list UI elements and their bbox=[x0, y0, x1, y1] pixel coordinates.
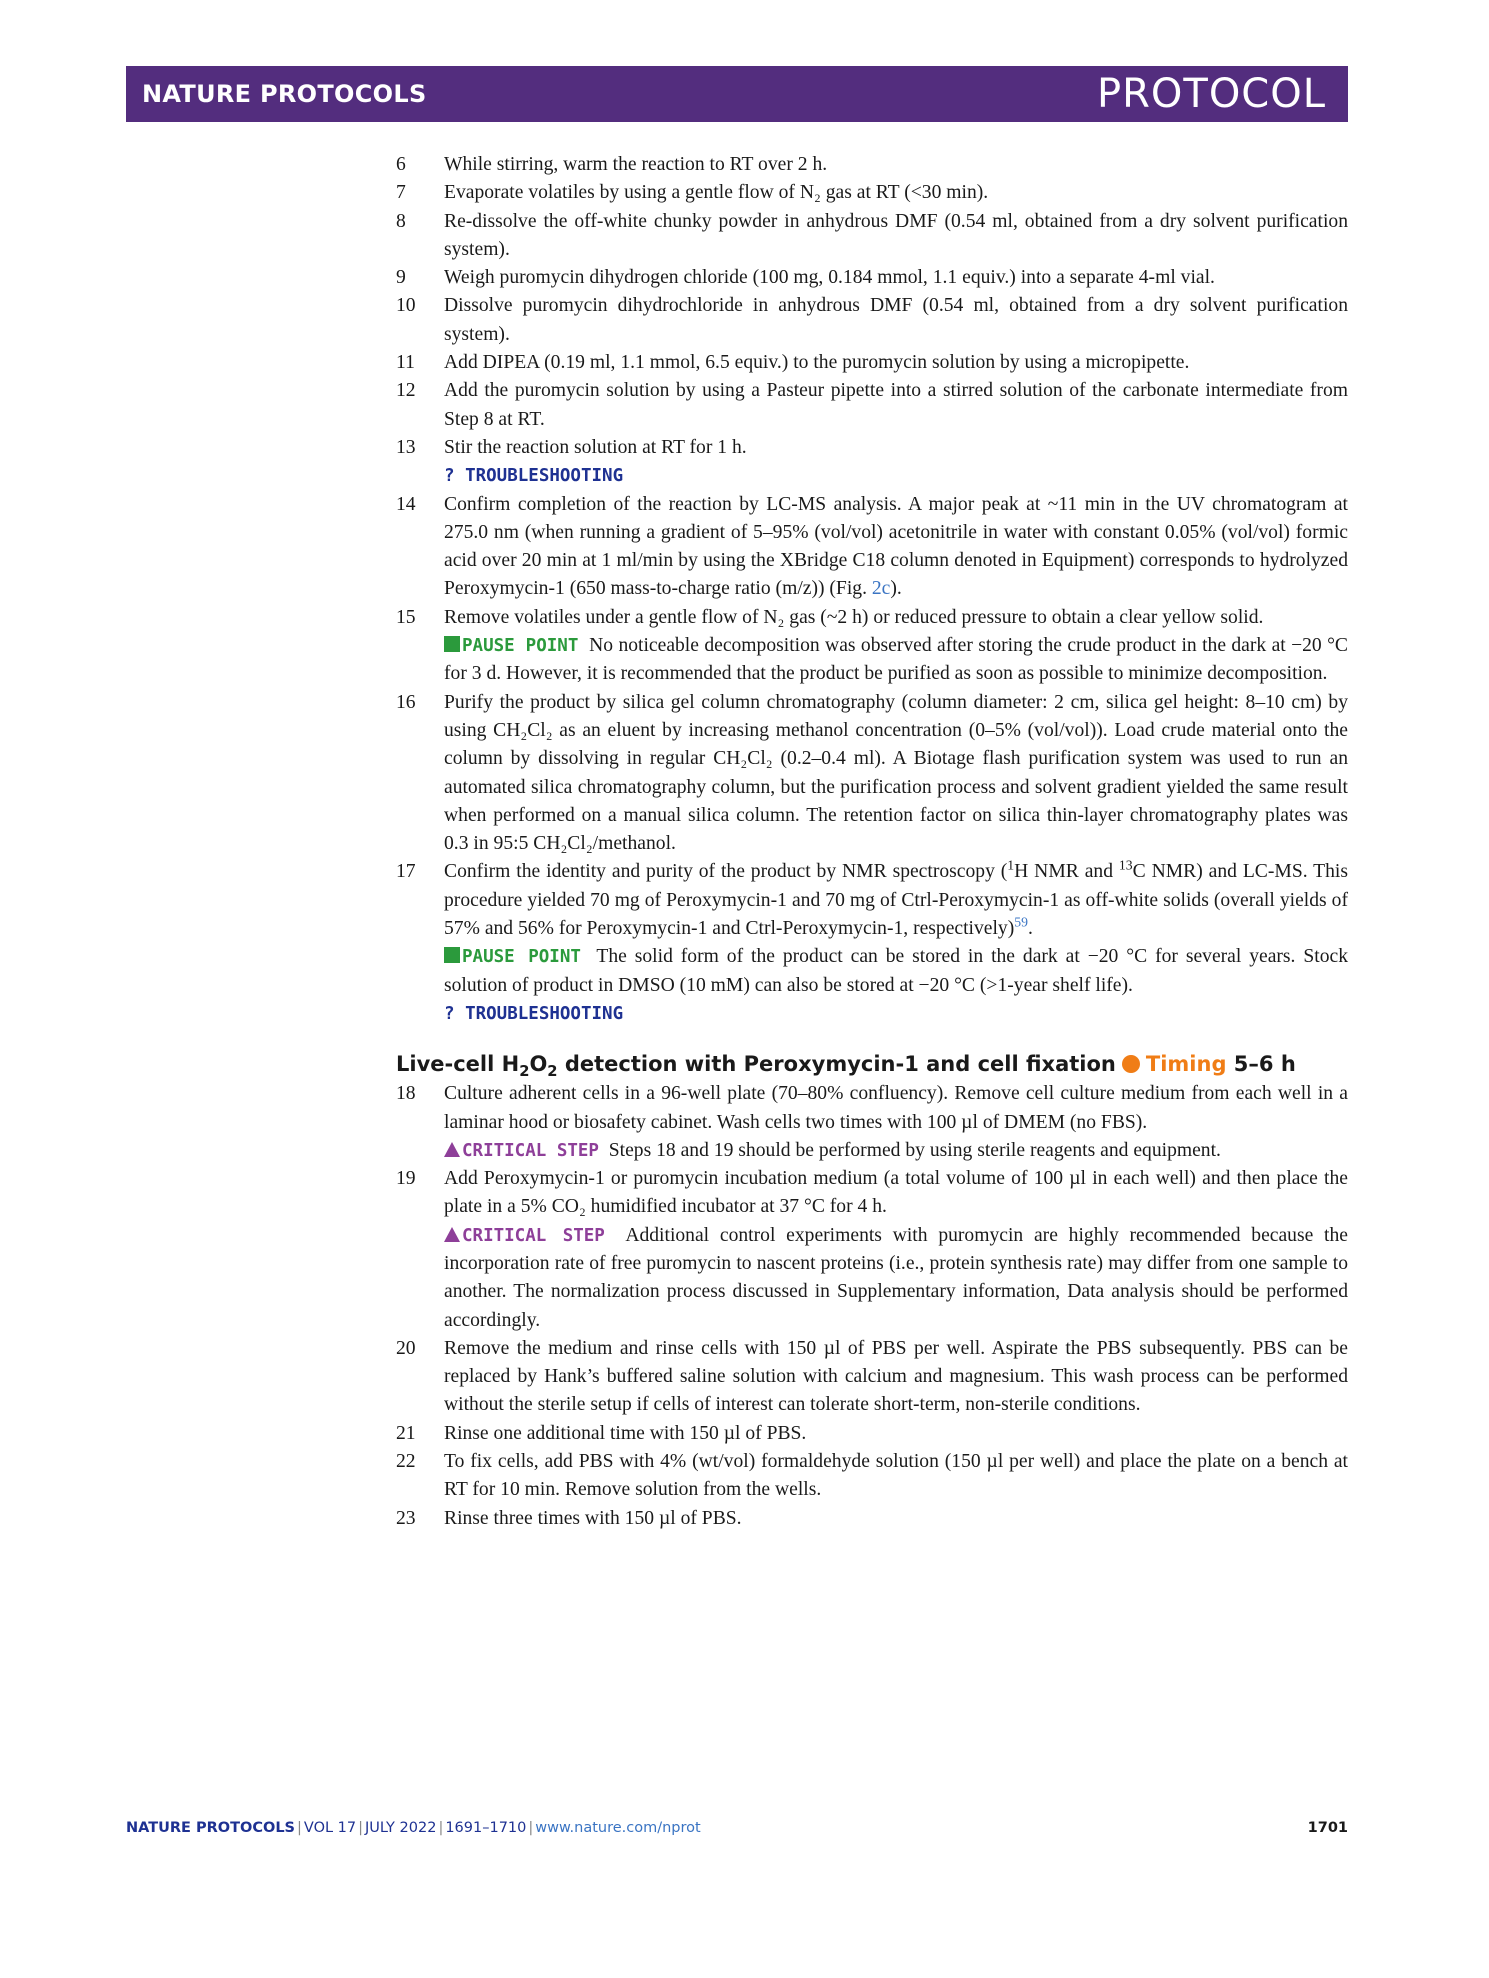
critical-step-note: CRITICAL STEP Additional control experiments with puromycin are highly recommended because the incorporation rate of free puromycin to nascent proteins (i.e., protein synthesis rate) may differ from one sample to another. The normalization process discussed in Supplementary information, Data analysis should be performed accordingly. bbox=[444, 1224, 1348, 1331]
step-14 bbox=[396, 491, 1348, 604]
step-6 bbox=[396, 151, 1348, 179]
step-7 bbox=[396, 179, 1348, 207]
step-17 bbox=[396, 858, 1348, 1028]
step-text: Culture adherent cells in a 96-well plate (70–80% confluency). Remove cell culture medium from each well in a laminar hood or biosafety cabinet. Wash cells two times with 100 µl of DMEM (no FBS). bbox=[444, 1083, 1348, 1133]
troubleshooting-link[interactable]: ? TROUBLESHOOTING bbox=[444, 466, 624, 487]
step-number: 17 bbox=[396, 861, 416, 883]
step-number: 12 bbox=[396, 380, 416, 402]
step-number: 8 bbox=[396, 210, 406, 232]
step-text: Rinse three times with 150 µl of PBS. bbox=[444, 1507, 742, 1529]
step-number: 10 bbox=[396, 295, 416, 317]
step-text: Remove the medium and rinse cells with 150 µl of PBS per well. Aspirate the PBS subsequently. PBS can be replaced by Hank’s buffered saline solution with calcium and magnesium. This wash process can be performed without the sterile setup if cells of interest can tolerate short-term, non-sterile conditions. bbox=[444, 1337, 1348, 1416]
step-text: Re-dissolve the off-white chunky powder in anhydrous DMF (0.54 ml, obtained from a dry solvent purification system). bbox=[444, 210, 1348, 260]
step-11 bbox=[396, 349, 1348, 377]
step-text: Add DIPEA (0.19 ml, 1.1 mmol, 6.5 equiv.) to the puromycin solution by using a micropipette. bbox=[444, 352, 1190, 374]
step-number: 22 bbox=[396, 1451, 416, 1473]
step-text: Confirm completion of the reaction by LC-MS analysis. A major peak at ~11 min in the UV chromatogram at 275.0 nm (when running a gradient of 5–95% (vol/vol) acetonitrile in water with constant 0.05% (vol/vol) formic acid over 20 min at 1 ml/min by using the XBridge C18 column denoted in Equipment) corresponds to hydrolyzed Peroxymycin-1 (650 mass-to-charge ratio (m/z)) (Fig. 2c). bbox=[444, 493, 1348, 600]
pause-point-label: PAUSE POINT bbox=[462, 947, 581, 968]
step-number: 13 bbox=[396, 436, 416, 458]
step-20 bbox=[396, 1335, 1348, 1420]
timing-value: 5–6 h bbox=[1233, 1052, 1296, 1077]
page-number: 1701 bbox=[1307, 1820, 1348, 1836]
pause-square-icon bbox=[444, 636, 460, 652]
step-text: Dissolve puromycin dihydrochloride in anhydrous DMF (0.54 ml, obtained from a dry solvent purification system). bbox=[444, 295, 1348, 345]
step-text: Add the puromycin solution by using a Pasteur pipette into a stirred solution of the carbonate intermediate from Step 8 at RT. bbox=[444, 380, 1348, 430]
step-number: 23 bbox=[396, 1507, 416, 1529]
step-number: 9 bbox=[396, 267, 406, 289]
timing-dot-icon bbox=[1122, 1055, 1140, 1073]
critical-step-label: CRITICAL STEP bbox=[462, 1225, 605, 1246]
step-text: Remove volatiles under a gentle flow of N₂ gas (~2 h) or reduced pressure to obtain a clear yellow solid. bbox=[444, 606, 1264, 628]
step-text: Confirm the identity and purity of the product by NMR spectroscopy ($^1$H NMR and $^{13}$C NMR) and LC-MS. This procedure yielded 70 mg of Peroxymycin-1 and 70 mg of Ctrl-Peroxymycin-1 as off-white solids (overall yields of 57% and 56% for Peroxymycin-1 and Ctrl-Peroxymycin-1, respectively)$^{59}$. bbox=[444, 857, 1348, 940]
timing-label: Timing bbox=[1145, 1052, 1227, 1077]
step-text: Add Peroxymycin-1 or puromycin incubation medium (a total volume of 100 µl in each well) and then place the plate in a 5% CO₂ humidified incubator at 37 °C for 4 h. bbox=[444, 1168, 1348, 1218]
step-10 bbox=[396, 292, 1348, 349]
step-text: Rinse one additional time with 150 µl of PBS. bbox=[444, 1422, 807, 1444]
step-number: 20 bbox=[396, 1337, 416, 1359]
step-8 bbox=[396, 208, 1348, 265]
step-23 bbox=[396, 1505, 1348, 1533]
step-text: To fix cells, add PBS with 4% (wt/vol) formaldehyde solution (150 µl per well) and place the plate on a bench at RT for 10 min. Remove solution from the wells. bbox=[444, 1451, 1348, 1501]
step-number: 11 bbox=[396, 352, 415, 374]
step-15 bbox=[396, 604, 1348, 689]
pause-point-label: PAUSE POINT bbox=[462, 636, 579, 657]
step-number: 16 bbox=[396, 691, 416, 713]
protocol-body bbox=[396, 151, 1348, 1533]
step-19 bbox=[396, 1165, 1348, 1335]
step-21 bbox=[396, 1420, 1348, 1448]
step-number: 19 bbox=[396, 1168, 416, 1190]
step-22 bbox=[396, 1448, 1348, 1505]
warning-triangle-icon bbox=[444, 1227, 460, 1242]
critical-step-label: CRITICAL STEP bbox=[462, 1140, 599, 1161]
article-type: PROTOCOL bbox=[1096, 71, 1326, 117]
page-footer bbox=[126, 1820, 1348, 1836]
step-text: Stir the reaction solution at RT for 1 h. bbox=[444, 436, 747, 458]
step-text: Evaporate volatiles by using a gentle flow of N₂ gas at RT (<30 min). bbox=[444, 182, 989, 204]
step-16 bbox=[396, 689, 1348, 859]
step-number: 7 bbox=[396, 182, 406, 204]
step-9 bbox=[396, 264, 1348, 292]
step-number: 18 bbox=[396, 1083, 416, 1105]
step-number: 6 bbox=[396, 154, 406, 175]
step-number: 21 bbox=[396, 1422, 416, 1444]
step-text: Weigh puromycin dihydrogen chloride (100 mg, 0.184 mmol, 1.1 equiv.) into a separate 4-ml vial. bbox=[444, 267, 1215, 289]
figure-link[interactable]: 2c bbox=[871, 578, 891, 600]
step-number: 14 bbox=[396, 493, 416, 515]
footer-citation: NATURE PROTOCOLS | VOL 17 | JULY 2022 | 1691–1710 | www.nature.com/nprot bbox=[126, 1820, 701, 1836]
step-text: Purify the product by silica gel column chromatography (column diameter: 2 cm, silica gel height: 8–10 cm) by using CH₂Cl₂ as an eluent by increasing methanol concentration (0–5% (vol/vol)). Load crude material onto the column by dissolving in regular CH₂Cl₂ (0.2–0.4 ml). A Biotage flash purification system was used to run an automated silica chromatography column, but the purification process and solvent gradient yielded the same result when performed on a manual silica column. The retention factor on silica thin-layer chromatography plates was 0.3 in 95:5 CH₂Cl₂/methanol. bbox=[444, 691, 1348, 855]
journal-header-bar bbox=[126, 66, 1348, 122]
pause-point-note: PAUSE POINT No noticeable decomposition was observed after storing the crude product in the dark at −20 °C for 3 d. However, it is recommended that the product be purified as soon as possible to minimize decomposition. bbox=[444, 635, 1349, 685]
warning-triangle-icon bbox=[444, 1142, 460, 1157]
step-text: While stirring, warm the reaction to RT over 2 h. bbox=[444, 154, 828, 175]
journal-url-link[interactable]: www.nature.com/nprot bbox=[535, 1820, 701, 1836]
step-12 bbox=[396, 377, 1348, 434]
pause-square-icon bbox=[444, 947, 460, 963]
step-number: 15 bbox=[396, 606, 416, 628]
section-wrapper bbox=[396, 1050, 1348, 1081]
step-18 bbox=[396, 1080, 1348, 1165]
section-heading: Live-cell $H_2O_2$ detection with Peroxymycin-1 and cell fixation Timing 5–6 h bbox=[396, 1052, 1296, 1081]
journal-name: NATURE PROTOCOLS bbox=[142, 80, 427, 108]
troubleshooting-link[interactable]: ? TROUBLESHOOTING bbox=[444, 1003, 624, 1024]
reference-link[interactable]: 59 bbox=[1014, 914, 1028, 930]
pause-point-note: PAUSE POINT The solid form of the product can be stored in the dark at −20 °C for several years. Stock solution of product in DMSO (10 mM) can also be stored at −20 °C (>1-year shelf life). bbox=[444, 946, 1348, 996]
critical-step-note: CRITICAL STEP Steps 18 and 19 should be performed by using sterile reagents and equipment. bbox=[444, 1137, 1348, 1165]
step-13 bbox=[396, 434, 1348, 491]
